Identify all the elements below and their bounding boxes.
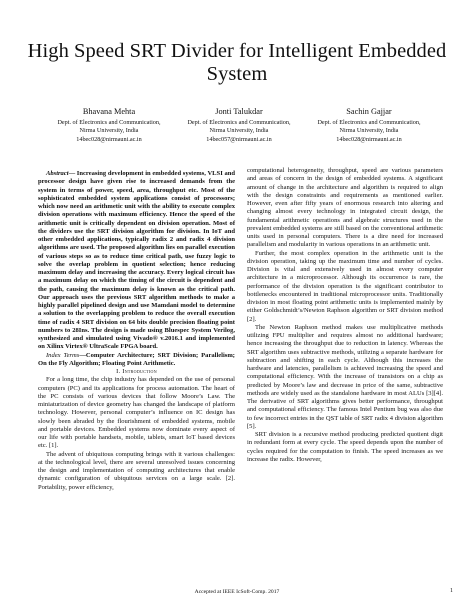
section-heading: I. Introduction [116,368,157,375]
author-name: Sachin Gajjar [346,107,392,116]
left-column [38,170,235,492]
author-dept: Dept. of Electronics and Communication, [57,119,161,126]
body-paragraph: computational heterogeneity, throughput, speed are various parameters and areas of concern in the design of embedded systems. A significant amount of change in the architecture and algorithm is required to align with the design constraints and requirements as mentioned earlier. However, even after fifty years of enormous research into altering and changing almost every technology in integrated circuit design, the fundamental arithmetic operations and algebraic structures used in the prevalent embedded systems are still based on the conventional arithmetic units used in personal computers. There is a dire need for increased parallelism and modularity in various operations in an arithmetic unit. [247,167,443,249]
author-name: Bhavana Mehta [82,107,136,116]
author-email: 14bec028@nirmauni.ac.in [336,135,402,143]
body-paragraph: For a long time, the chip industry has depended on the use of personal computers (PC) and its applications for process automation. The heart of the PC consists of various devices that follow Moore’s Law. The miniaturization of device geometry has changed the landscape of platform technology. However, personal computer’s influence on IC design has slowly been abraded by the flourishment of embedded systems, mobile and portable devices. Embedded systems now dominate every aspect of our life with portable handsets, mobile, tablets, smart IoT based devices etc. [1]. [38,376,235,450]
author-name: Jonti Talukdar [215,107,263,116]
author-institution: Nirma University, India [209,127,269,135]
author-email: 14bec057@nirmauni.ac.in [206,135,272,143]
author-institution: Nirma University, India [339,127,399,135]
author-block [44,107,434,144]
body-paragraph: The advent of ubiquitous computing brings with it various challenges: at the technological level, there are several unresolved issues concerning the design and implementation of computing architectures that enable dynamic configuration of ubiquitous services on a large scale. [2]. Portability, power efficiency, [38,450,235,491]
body-paragraph: The Newton Raphson method makes use multiplicative methods utilizing FPU multiplier and requires almost no additional hardware; hence increasing the throughput due to reduction in latency. Whereas the SRT algorithm uses subtractive methods, utilizing a separate hardware for subtraction and shifting in each cycle. Although this increases the hardware and latencies, parallelism is achieved increasing the speed and computational efficiency. With the increase of transistors on a chip as predicted by Moore’s law and decrease in price of the same, subtractive methods are widely used as the standalone hardware in most ALUs [3][4]. The derivative of SRT algorithms gives better performance, throughput and computational efficiency. The famous Intel Pentium bug was also due to few incorrect entries in the QST table of SRT radix 4 division algorithm [5]. [247,323,443,430]
author-dept: Dept. of Electronics and Communication, [187,119,291,126]
index-terms [38,352,235,369]
author-email: 14bec028@nirmauni.ac.in [76,135,142,143]
paper-title: High Speed SRT Divider for Intelligent Embedded System [27,40,447,85]
body-paragraph: SRT division is a recursive method producing predicted quotient digit in redundant form at every cycle. The speed depends upon the number of cycles required for the computation to finish. The speed increases as we increase the radix. However, [247,431,443,463]
body-paragraph: Further, the most complex operation in the arithmetic unit is the division operation, taking up the maximum time and number of cycles. Division is vital and extensively used in almost every computer architecture in a microprocessor. Although its occurrence is rare, the performance of the division operation is the significant contributor to bottlenecks encountered in traditional microprocessor units. Traditionally division in most floating point arithmetic units is implemented mainly by either Goldschmidt’s/Newton Raphson algorithm or SRT division method [2]. [247,249,443,323]
page-footer: Accepted at IEEE IcSoft-Comp. 2017 [194,589,280,595]
abstract [38,170,235,352]
author-3 [304,107,434,144]
abstract-text: — Increasing development in embedded systems, VLSI and processor design have given rise to increased demands from the system in terms of power, speed, area, throughput etc. Most of the sophisticated embedded system applications consist of processors; which now need an arithmetic unit with the ability to execute complex division operations with maximum efficiency. Hence the speed of the arithmetic unit is critically dependent on division operation. Most of the dividers use the SRT division algorithm for division. In IoT and other embedded applications, typically radix 2 and radix 4 division algorithms are used. The proposed algorithm lies on parallel execution of various steps so as to reduce time critical path, use fuzzy logic to solve the overlap problem in quotient selection; hence reducing maximum delay and increasing the accuracy. Every logical circuit has a maximum delay on which the timing of the circuit is dependent and the path, causing the maximum delay is known as the critical path. Our approach uses the previous SRT algorithm methods to make a highly parallel pipelined design and use Mamdani model to determine a solution to the overlapping problem to reduce the overall execution time of radix 4 SRT division on 64 bits double precision floating point numbers to 28Ins. The design is made using Bluespec System Verilog, synthesized and simulated using Vivado® v.2016.1 and implemented on Xilinx Virtex® UltraScale FPGA board. [38,170,235,351]
author-1 [44,107,174,144]
author-institution: Nirma University, India [79,127,139,135]
author-2 [174,107,304,144]
right-column [247,167,443,464]
author-dept: Dept. of Electronics and Communication, [317,119,421,126]
index-terms-label: Index Terms [46,351,80,359]
abstract-label: Abstract [46,170,69,177]
index-terms-text: —Computer Architecture; SRT Division; Parallelism; On the Fly Algorithm; Floating Point Arithmetic. [38,351,235,367]
page-number: 1 [450,588,453,594]
